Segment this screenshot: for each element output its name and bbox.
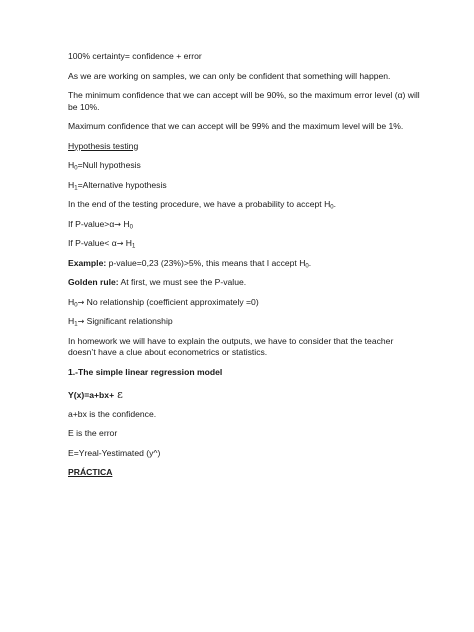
testing-procedure-period: . (333, 199, 337, 209)
example-subscript: 0 (305, 263, 309, 269)
golden-rule-text: At first, we must see the P-value. (118, 277, 247, 287)
null-hypothesis-line (68, 160, 420, 172)
h0-subscript: 0 (74, 165, 78, 172)
samples-line: As we are working on samples, we can only be confident that something will happen. (68, 70, 391, 81)
example-text: p-value=0,23 (23%)>5%, this means that I accept H (106, 257, 306, 268)
right-arrow-icon: → (114, 219, 121, 229)
p-value-greater-rule (68, 219, 420, 231)
p-value-less-rule (68, 238, 420, 250)
h1-relationship-subscript: 1 (74, 321, 78, 328)
example-label: Example: (68, 257, 107, 268)
testing-procedure-line (68, 199, 420, 211)
regression-equation (68, 389, 420, 402)
right-arrow-icon: → (77, 297, 85, 307)
significant-relationship-text: Significant relationship (84, 316, 173, 326)
p-value-less-h: H (123, 238, 132, 248)
right-arrow-icon: → (77, 317, 85, 326)
right-arrow-icon: → (116, 239, 124, 248)
error-line: E is the error (68, 428, 118, 438)
alternative-hypothesis-text: =Alternative hypothesis (77, 179, 167, 190)
no-relationship-text: No relationship (coefficient approximately =0) (84, 296, 259, 307)
testing-procedure-text: In the end of the testing procedure, we have a probability to accept H (68, 199, 331, 209)
homework-paragraph: In homework we will have to explain the outputs, we have to consider that the teacher doesn’t have a clue about econometrics or statistics. (68, 335, 394, 357)
p-value-less-subscript: 1 (131, 243, 136, 250)
confidence-line: a+bx is the confidence. (68, 408, 157, 419)
h0-relationship-subscript: 0 (74, 302, 78, 308)
example-line (68, 258, 420, 270)
practica-heading: PRÁCTICA (68, 467, 113, 477)
section-title: 1.-The simple linear regression model (68, 366, 223, 377)
error-formula-line: E=Yreal-Yestimated (y^) (68, 447, 161, 458)
regression-equation-text: Y(x)=a+bx+ (68, 390, 115, 400)
maximum-confidence-line: Maximum confidence that we can accept will be 99% and the maximum level will be 1%. (68, 121, 404, 131)
epsilon-symbol: ε (117, 388, 123, 401)
golden-rule-line (68, 277, 420, 289)
p-value-greater-h: H (121, 218, 130, 229)
golden-rule-label: Golden rule: (68, 277, 119, 287)
p-value-less-text: If P-value< α (68, 238, 117, 248)
no-relationship-line (68, 297, 420, 309)
h1-letter: H (68, 179, 75, 190)
p-value-greater-text: If P-value>α (68, 218, 115, 229)
certainty-line: 100% certainty= confidence + error (68, 51, 202, 61)
example-period: . (308, 257, 312, 268)
significant-relationship-line (68, 316, 420, 328)
testing-procedure-subscript: 0 (330, 204, 334, 211)
alternative-hypothesis-line (68, 180, 420, 192)
h1-relationship-letter: H (68, 316, 75, 326)
hypothesis-testing-heading: Hypothesis testing (68, 140, 139, 151)
document-body (68, 51, 420, 487)
null-hypothesis-text: =Null hypothesis (77, 160, 141, 170)
h0-relationship-letter: H (68, 296, 75, 307)
minimum-confidence-paragraph: The minimum confidence that we can accept will be 90%, so the maximum error level (α) will be 10%. (68, 90, 420, 112)
h0-letter: H (68, 160, 75, 170)
p-value-greater-subscript: 0 (129, 224, 133, 230)
h1-subscript: 1 (74, 185, 78, 191)
